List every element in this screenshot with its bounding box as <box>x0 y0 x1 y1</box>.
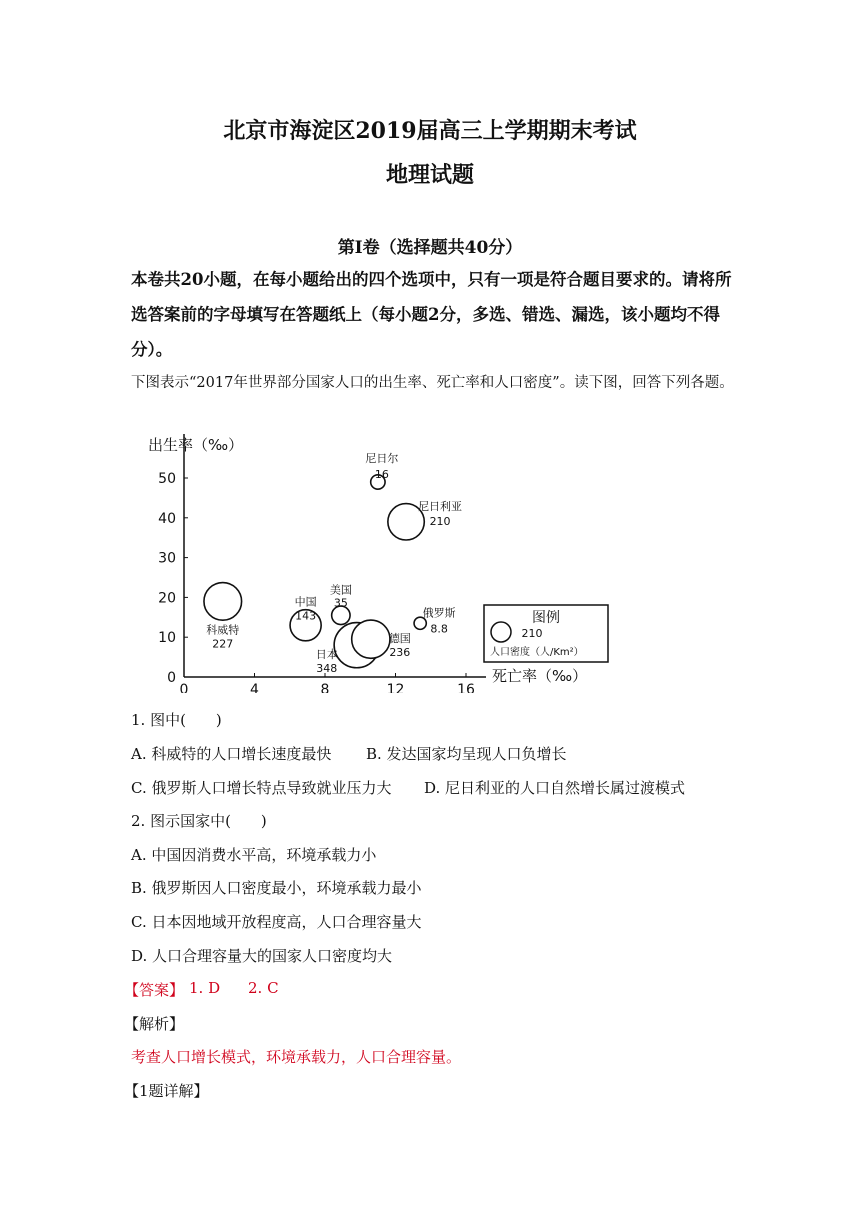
instructions: 本卷共20小题，在每小题给出的四个选项中，只有一项是符合题目要求的。请将所选答案前的字母填写在答题纸上（每小题2分，多选、错选、漏选，该小题均不得分）。 <box>131 270 732 359</box>
analysis-text: 考查人口增长模式，环境承载力，人口合理容量。 <box>131 1048 462 1066</box>
q2-option-b: B. 俄罗斯因人口密度最小，环境承载力最小 <box>131 879 422 897</box>
bubble-7 <box>352 620 390 658</box>
bubble-density-2: 227 <box>212 637 234 651</box>
answer-2: 2. C <box>248 979 279 997</box>
x-axis-label: 死亡率（‰） <box>492 667 588 685</box>
bubble-name-4: 美国 <box>329 583 352 597</box>
q2-option-d: D. 人口合理容量大的国家人口密度均大 <box>131 947 393 965</box>
bubble-density-1: 210 <box>429 514 451 528</box>
y-tick-label: 40 <box>158 510 176 527</box>
bubble-density-5: 8.8 <box>430 622 448 636</box>
q1-option-c: C. 俄罗斯人口增长特点导致就业压力大 <box>131 779 392 797</box>
q2-option-c: C. 日本因地域开放程度高，人口合理容量大 <box>131 913 422 931</box>
q1-option-a: A. 科威特的人口增长速度最快 <box>131 745 332 763</box>
q1-option-b: B. 发达国家均呈现人口负增长 <box>366 745 567 763</box>
document-subtitle: 地理试题 <box>385 162 474 188</box>
y-tick-label: 0 <box>167 670 176 686</box>
legend-title: 图例 <box>532 610 560 626</box>
population-chart <box>140 428 640 693</box>
detail-1-label: 【1题详解】 <box>124 1082 209 1100</box>
analysis-label: 【解析】 <box>124 1015 185 1033</box>
x-tick-label: 4 <box>250 682 259 693</box>
legend-value: 210 <box>521 627 543 640</box>
figure-intro: 下图表示“2017年世界部分国家人口的出生率、死亡率和人口密度”。读下图，回答下列各题。 <box>131 375 734 391</box>
answer-1: 1. D <box>189 979 221 997</box>
x-tick-label: 8 <box>320 682 330 693</box>
y-tick-label: 20 <box>158 590 176 607</box>
bubble-name-0: 尼日尔 <box>365 451 399 465</box>
x-tick-label: 0 <box>179 682 189 693</box>
q1-stem: 1. 图中( ) <box>131 711 222 729</box>
q1-option-d: D. 尼日利亚的人口自然增长属过渡模式 <box>424 779 686 797</box>
y-axis-label: 出生率（‰） <box>148 436 244 454</box>
bubble-density-3: 143 <box>295 609 317 623</box>
legend-label: 人口密度（人/Km²） <box>490 647 584 658</box>
bubble-name-1: 尼日利亚 <box>418 499 463 513</box>
y-tick-label: 50 <box>158 471 176 487</box>
bubble-2 <box>204 583 242 621</box>
bubble-density-4: 35 <box>333 596 348 610</box>
bubble-density-0: 16 <box>374 467 389 481</box>
section-title: 第Ⅰ卷（选择题共40分） <box>337 238 523 258</box>
legend-bubble <box>491 622 511 642</box>
document-title: 北京市海淀区2019届高三上学期期末考试 <box>223 118 637 144</box>
q2-stem: 2. 图示国家中( ) <box>131 812 267 830</box>
y-tick-label: 10 <box>158 630 176 647</box>
y-tick-label: 30 <box>158 550 176 567</box>
q2-option-a: A. 中国因消费水平高，环境承载力小 <box>131 846 377 864</box>
bubble-density-6: 348 <box>316 662 338 676</box>
bubble-name-3: 中国 <box>294 595 317 609</box>
answer-label: 【答案】 <box>124 981 185 999</box>
bubble-name-5: 俄罗斯 <box>422 606 456 620</box>
x-tick-label: 12 <box>386 682 405 693</box>
bubble-density-7: 236 <box>389 646 411 660</box>
x-tick-label: 16 <box>457 682 475 693</box>
bubble-name-7: 德国 <box>388 632 411 646</box>
bubble-name-6: 日本 <box>315 648 338 662</box>
bubble-name-2: 科威特 <box>206 623 240 637</box>
